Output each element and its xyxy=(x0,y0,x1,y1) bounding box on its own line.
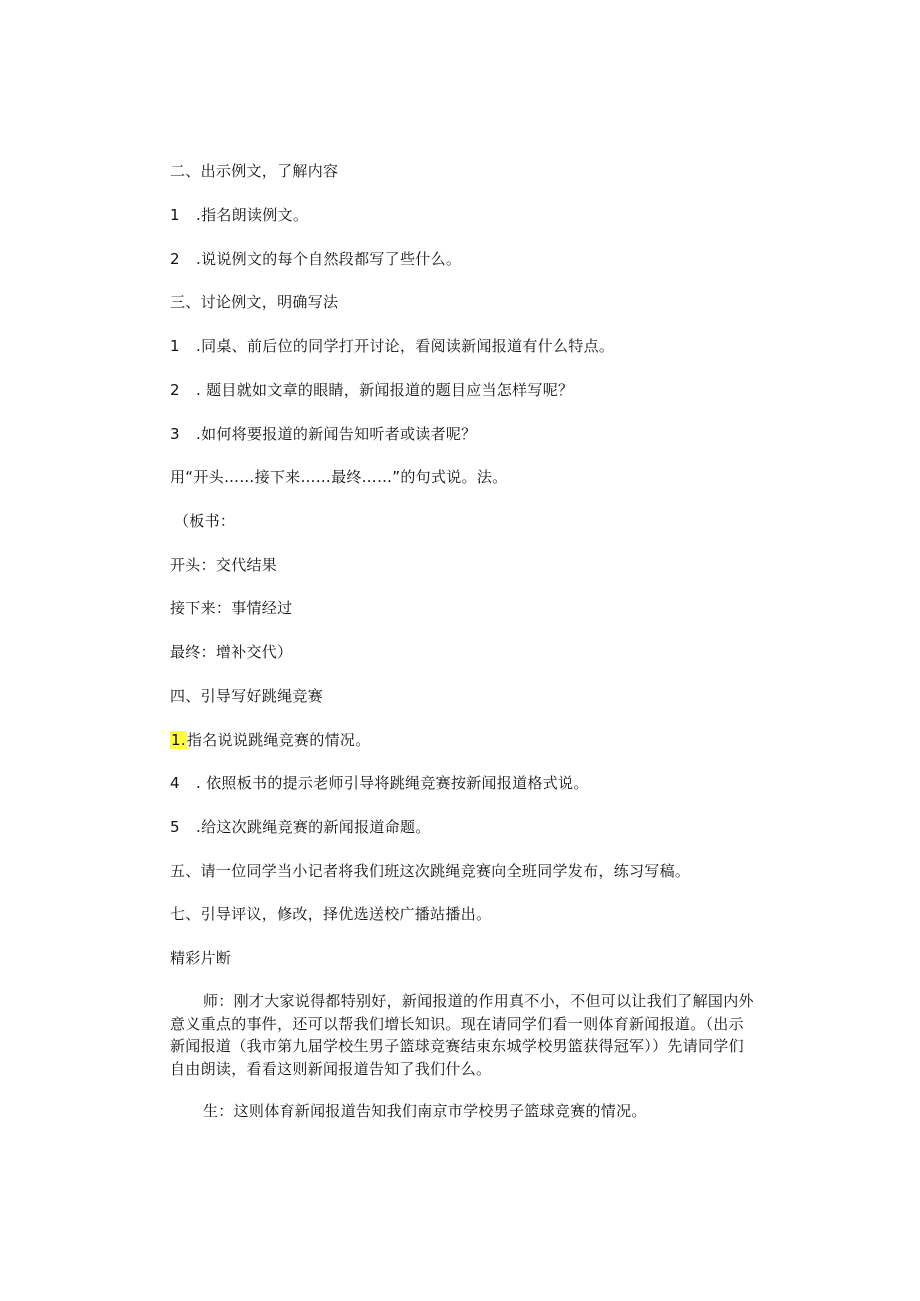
section-5-title: 五、请一位同学当小记者将我们班这次跳绳竞赛向全班同学发布，练习写稿。 xyxy=(170,862,691,880)
section-7-title: 七、引导评议，修改，择优选送校广播站播出。 xyxy=(170,905,492,923)
section-3-item-1 xyxy=(170,336,614,356)
teacher-paragraph: 师：刚才大家说得都特别好，新闻报道的作用真不小，不但可以让我们了解国内外意义重点的事件，还可以帮我们增长知识。现在请同学们看一则体育新闻报道。（出示新闻报道（我市第九届学校生男子篮球竞赛结束东城学校男篮获得冠军））先请同学们自由朗读，看看这则新闻报道告知了我们什么。 xyxy=(170,992,754,1078)
item-number: 4 xyxy=(170,774,180,792)
blackboard-open: （板书： xyxy=(174,512,236,530)
item-number: 1 xyxy=(170,337,180,355)
highlights-title: 精彩片断 xyxy=(170,949,232,967)
section-3-title: 三、讨论例文，明确写法 xyxy=(170,293,339,311)
item-text: . 依照板书的提示老师引导将跳绳竞赛按新闻报道格式说。 xyxy=(196,774,589,792)
section-4-title: 四、引导写好跳绳竞赛 xyxy=(170,687,324,705)
item-number: 2 xyxy=(170,381,180,399)
item-number: 2 xyxy=(170,250,180,268)
item-number: 3 xyxy=(170,425,180,443)
sentence-pattern-line: 用“开头……接下来……最终……”的句式说。法。 xyxy=(170,468,508,486)
item-text: . 题目就如文章的眼睛，新闻报道的题目应当怎样写呢？ xyxy=(196,381,574,399)
item-number: 5 xyxy=(170,818,180,836)
section-2-title: 二、出示例文，了解内容 xyxy=(170,162,339,180)
section-2-item-1 xyxy=(170,205,308,225)
section-2-item-2 xyxy=(170,249,461,269)
item-number: 1 xyxy=(170,206,180,224)
item-text: .说说例文的每个自然段都写了些什么。 xyxy=(196,250,462,268)
section-3-item-3 xyxy=(170,424,476,444)
blackboard-line-2: 接下来：事情经过 xyxy=(170,599,293,617)
item-text: .如何将要报道的新闻告知听者或读者呢？ xyxy=(196,425,477,443)
item-text: .给这次跳绳竞赛的新闻报道命题。 xyxy=(196,818,431,836)
item-text: .同桌、前后位的同学打开讨论，看阅读新闻报道有什么特点。 xyxy=(196,337,615,355)
blackboard-line-3: 最终：增补交代） xyxy=(170,643,293,661)
item-text: .指名朗读例文。 xyxy=(196,206,309,224)
item-text: 指名说说跳绳竞赛的情况。 xyxy=(186,731,371,749)
student-paragraph: 生：这则体育新闻报道告知我们南京市学校男子篮球竞赛的情况。 xyxy=(203,1102,647,1120)
section-4-item-2 xyxy=(170,773,589,793)
section-3-item-2 xyxy=(170,380,573,400)
highlighted-number: 1. xyxy=(171,731,186,749)
section-4-item-3 xyxy=(170,817,431,837)
section-4-item-1 xyxy=(170,730,371,750)
blackboard-line-1: 开头：交代结果 xyxy=(170,556,278,574)
